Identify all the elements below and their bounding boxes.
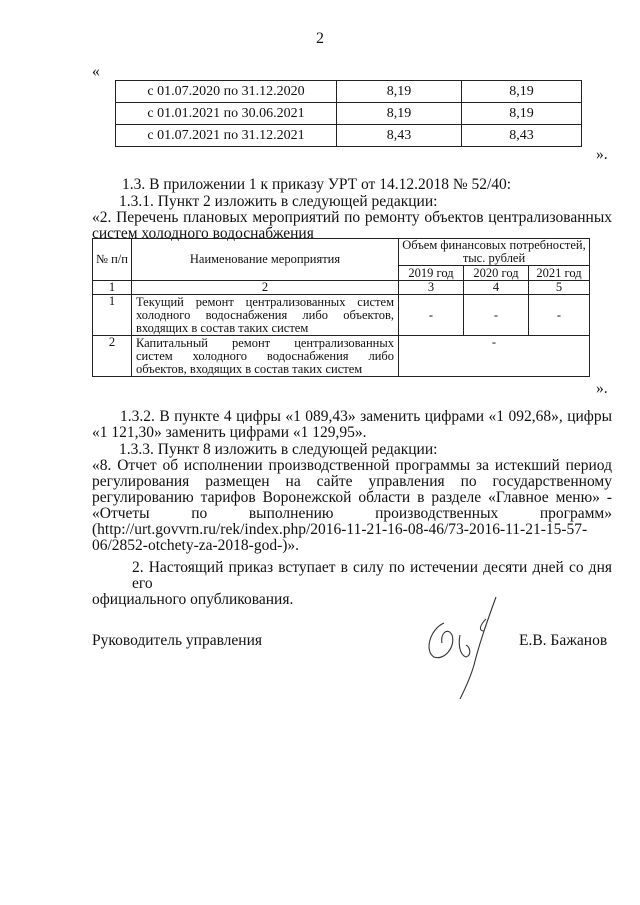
- value-cell: -: [464, 295, 529, 336]
- table-row: [116, 125, 582, 147]
- col-number: 4: [464, 281, 529, 295]
- measure-name: [132, 336, 399, 377]
- name-line: Капитальный ремонт централизованных: [136, 335, 394, 350]
- year-header: 2019 год: [399, 266, 464, 281]
- value-cell: 8,19: [337, 103, 462, 125]
- page-number: 2: [316, 30, 324, 47]
- paragraph-8: [92, 458, 612, 554]
- table-header-row: [93, 239, 590, 266]
- value-cell: -: [529, 295, 590, 336]
- value-cell: 8,19: [337, 81, 462, 103]
- year-header: 2021 год: [529, 266, 590, 281]
- col-number: 2: [132, 281, 399, 295]
- text-line: «8. Отчет об исполнении производственной программы за истекший период: [92, 457, 612, 474]
- text-line: 2. Настоящий приказ вступает в силу по истечении десяти дней со дня его: [132, 559, 612, 592]
- paragraph-1-3-2: [92, 409, 612, 441]
- table-row: [116, 81, 582, 103]
- text-line: «1 121,30» заменить цифрами «1 129,95».: [92, 424, 367, 441]
- name-line: входящих в состав таких систем: [136, 320, 309, 335]
- value-cell: -: [399, 336, 590, 377]
- value-cell: 8,19: [462, 81, 582, 103]
- col-no-header: № п/п: [93, 239, 132, 281]
- text-line: 06/2852-otchety-za-2018-god-)».: [92, 537, 300, 554]
- col-volume-header: Объем финансовых потребностей, тыс. рублей: [399, 239, 590, 266]
- name-line: систем холодного водоснабжения либо: [136, 348, 394, 363]
- text-line: регулированию тарифов Воронежской области в разделе «Главное меню» -: [92, 489, 612, 506]
- text-line: официального опубликования.: [92, 591, 294, 608]
- period-cell: с 01.01.2021 по 30.06.2021: [116, 103, 337, 125]
- subsection-heading: 1.3.3. Пункт 8 изложить в следующей редакции:: [119, 441, 438, 458]
- col-number: 5: [529, 281, 590, 295]
- value-cell: 8,43: [462, 125, 582, 147]
- heading-line: «2. Перечень плановых мероприятий по ремонту объектов централизованных: [92, 209, 612, 226]
- table-row: [116, 103, 582, 125]
- close-quote: ».: [596, 146, 608, 163]
- col-name-header: Наименование мероприятия: [132, 239, 399, 281]
- text-line: «Отчеты по выполнению производственных программ»: [92, 505, 612, 522]
- table-row: [93, 281, 590, 295]
- text-line: (http://urt.govvrn.ru/rek/index.php/2016-11-21-16-08-46/73-2016-11-21-15-57-: [92, 521, 588, 538]
- section-heading: 1.3. В приложении 1 к приказу УРТ от 14.12.2018 № 52/40:: [122, 176, 512, 193]
- handwritten-signature: [400, 595, 510, 705]
- signatory-position: Руководитель управления: [92, 632, 263, 649]
- period-cell: с 01.07.2020 по 31.12.2020: [116, 81, 337, 103]
- value-cell: 8,19: [462, 103, 582, 125]
- measures-table: [92, 238, 590, 377]
- table-row: [93, 336, 590, 377]
- subsection-heading: 1.3.1. Пункт 2 изложить в следующей редакции:: [119, 193, 438, 210]
- col-number: 3: [399, 281, 464, 295]
- signatory-name: Е.В. Бажанов: [519, 632, 608, 649]
- row-no: 2: [93, 336, 132, 377]
- value-cell: -: [399, 295, 464, 336]
- col-number: 1: [93, 281, 132, 295]
- period-cell: с 01.07.2021 по 31.12.2021: [116, 125, 337, 147]
- name-line: объектов, входящих в состав таких систем: [136, 361, 363, 376]
- value-cell: 8,43: [337, 125, 462, 147]
- name-line: Текущий ремонт централизованных систем: [136, 294, 394, 309]
- close-quote: ».: [596, 380, 608, 397]
- table-row: [93, 295, 590, 336]
- open-quote: «: [92, 63, 100, 80]
- text-line: регулирования размещен на сайте управления по государственному: [92, 473, 612, 490]
- year-header: 2020 год: [464, 266, 529, 281]
- paragraph-2: [92, 560, 612, 608]
- text-line: 1.3.2. В пункте 4 цифры «1 089,43» заменить цифрами «1 092,68», цифры: [120, 408, 612, 425]
- row-no: 1: [93, 295, 132, 336]
- measure-name: [132, 295, 399, 336]
- rates-table: [115, 80, 582, 147]
- name-line: холодного водоснабжения либо объектов,: [136, 307, 394, 322]
- heading-line: систем холодного водоснабжения: [92, 225, 314, 242]
